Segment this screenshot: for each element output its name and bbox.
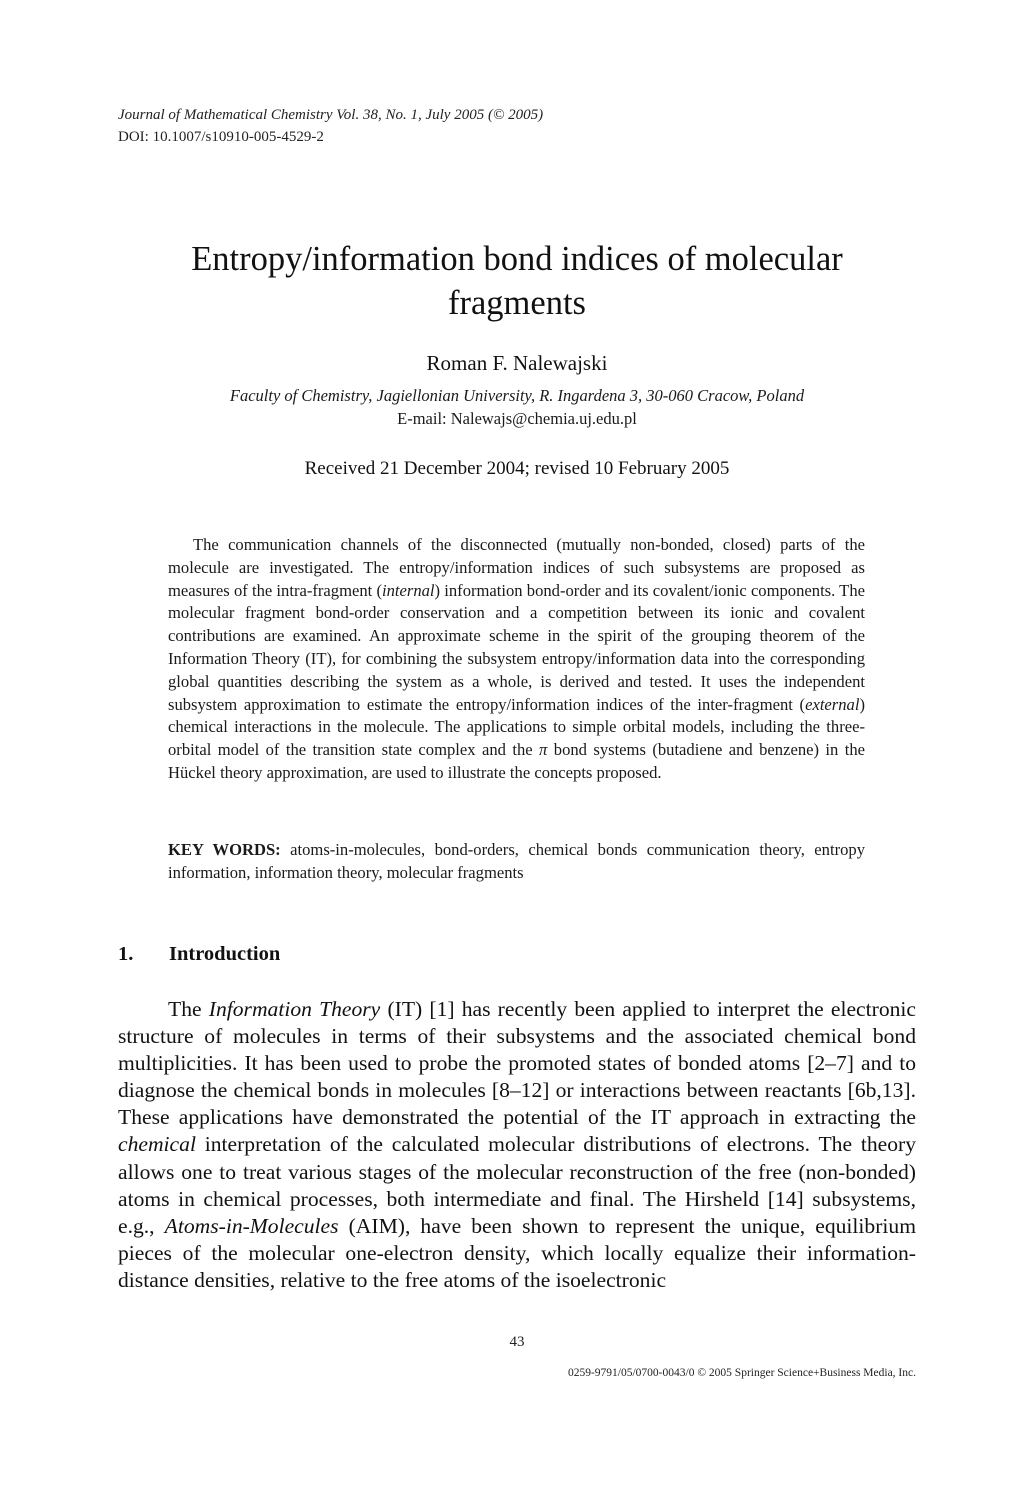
doi: DOI: 10.1007/s10910-005-4529-2: [118, 129, 324, 145]
emphasis-information-theory: Information Theory: [208, 997, 381, 1021]
footer-copyright: 0259-9791/05/0700-0043/0 © 2005 Springer Science+Business Media, Inc.: [567, 1367, 916, 1379]
keywords-label: KEY WORDS:: [168, 840, 281, 859]
abstract-emphasis-external: external: [805, 694, 860, 714]
body-text: (AIM), have been shown to represent the unique, equilibrium pieces of the molecular one-electron density, which locally equalize their information-distance densities, relative to the free atoms of the isoelectronic: [118, 1213, 916, 1292]
abstract-text: ) chemical interactions in the molecule. The applications to simple orbital models, including the three-orbital model of the transition state complex and the: [168, 694, 865, 760]
introduction-paragraph: [118, 996, 916, 1294]
page-number: 43: [509, 1334, 525, 1350]
author-name: Roman F. Nalewajski: [426, 351, 608, 375]
keywords-text: atoms-in-molecules, bond-orders, chemical bonds communication theory, entropy information, information theory, molecular fragments: [168, 840, 865, 882]
abstract: [168, 534, 865, 785]
section-title: Introduction: [169, 943, 281, 965]
emphasis-atoms-in-molecules: Atoms-in-Molecules: [164, 1213, 339, 1238]
journal-citation: Journal of Mathematical Chemistry Vol. 38, No. 1, July 2005 (© 2005): [118, 107, 544, 123]
abstract-text: ) information bond-order and its covalent/ionic components. The molecular fragment bond-order conservation and a competition between its ionic and covalent contributions are examined. An approximate scheme in the spirit of the grouping theorem of the Information Theory (IT), for combining the subsystem entropy/information data into the corresponding global quantities describing the system as a whole, is derived and tested. It uses the independent subsystem approximation to estimate the entropy/information indices of the inter-fragment (: [168, 580, 865, 714]
body-text: (IT) [1] has recently been applied to interpret the electronic structure of molecules in terms of their subsystems and the associated chemical bond multiplicities. It has been used to probe the promoted states of bonded atoms [2–7] and to diagnose the chemical bonds in molecules [8–12] or interactions between reactants [6b,13]. These applications have demonstrated the potential of the IT approach in extracting the: [118, 997, 916, 1130]
keywords: [168, 839, 865, 885]
section-number: 1.: [118, 943, 134, 965]
abstract-text: bond systems (butadiene and benzene) in the Hückel theory approximation, are used to illustrate the concepts proposed.: [168, 740, 866, 782]
pi-symbol: π: [539, 740, 548, 760]
body-text: interpretation of the calculated molecular distributions of electrons. The theory allows one to treat various stages of the molecular reconstruction of the free (non-bonded) atoms in chemical processes, both intermediate and final. The Hirsheld [14] subsystems, e.g.,: [118, 1132, 916, 1238]
abstract-text: The communication channels of the disconnected (mutually non-bonded, closed) parts of the molecule are investigated. The entropy/information indices of such subsystems are proposed as measures of the intra-fragment (: [168, 535, 865, 600]
abstract-emphasis-internal: internal: [381, 580, 435, 600]
paper-title: Entropy/information bond indices of molecular fragments: [191, 240, 843, 322]
author-affiliation: Faculty of Chemistry, Jagiellonian University, R. Ingardena 3, 30-060 Cracow, Poland: [229, 386, 805, 405]
section-heading: [118, 943, 280, 966]
received-dates: Received 21 December 2004; revised 10 February 2005: [304, 458, 730, 479]
author-email: E-mail: Nalewajs@chemia.uj.edu.pl: [397, 409, 637, 428]
body-text: The: [168, 997, 209, 1021]
emphasis-chemical: chemical: [118, 1132, 196, 1157]
